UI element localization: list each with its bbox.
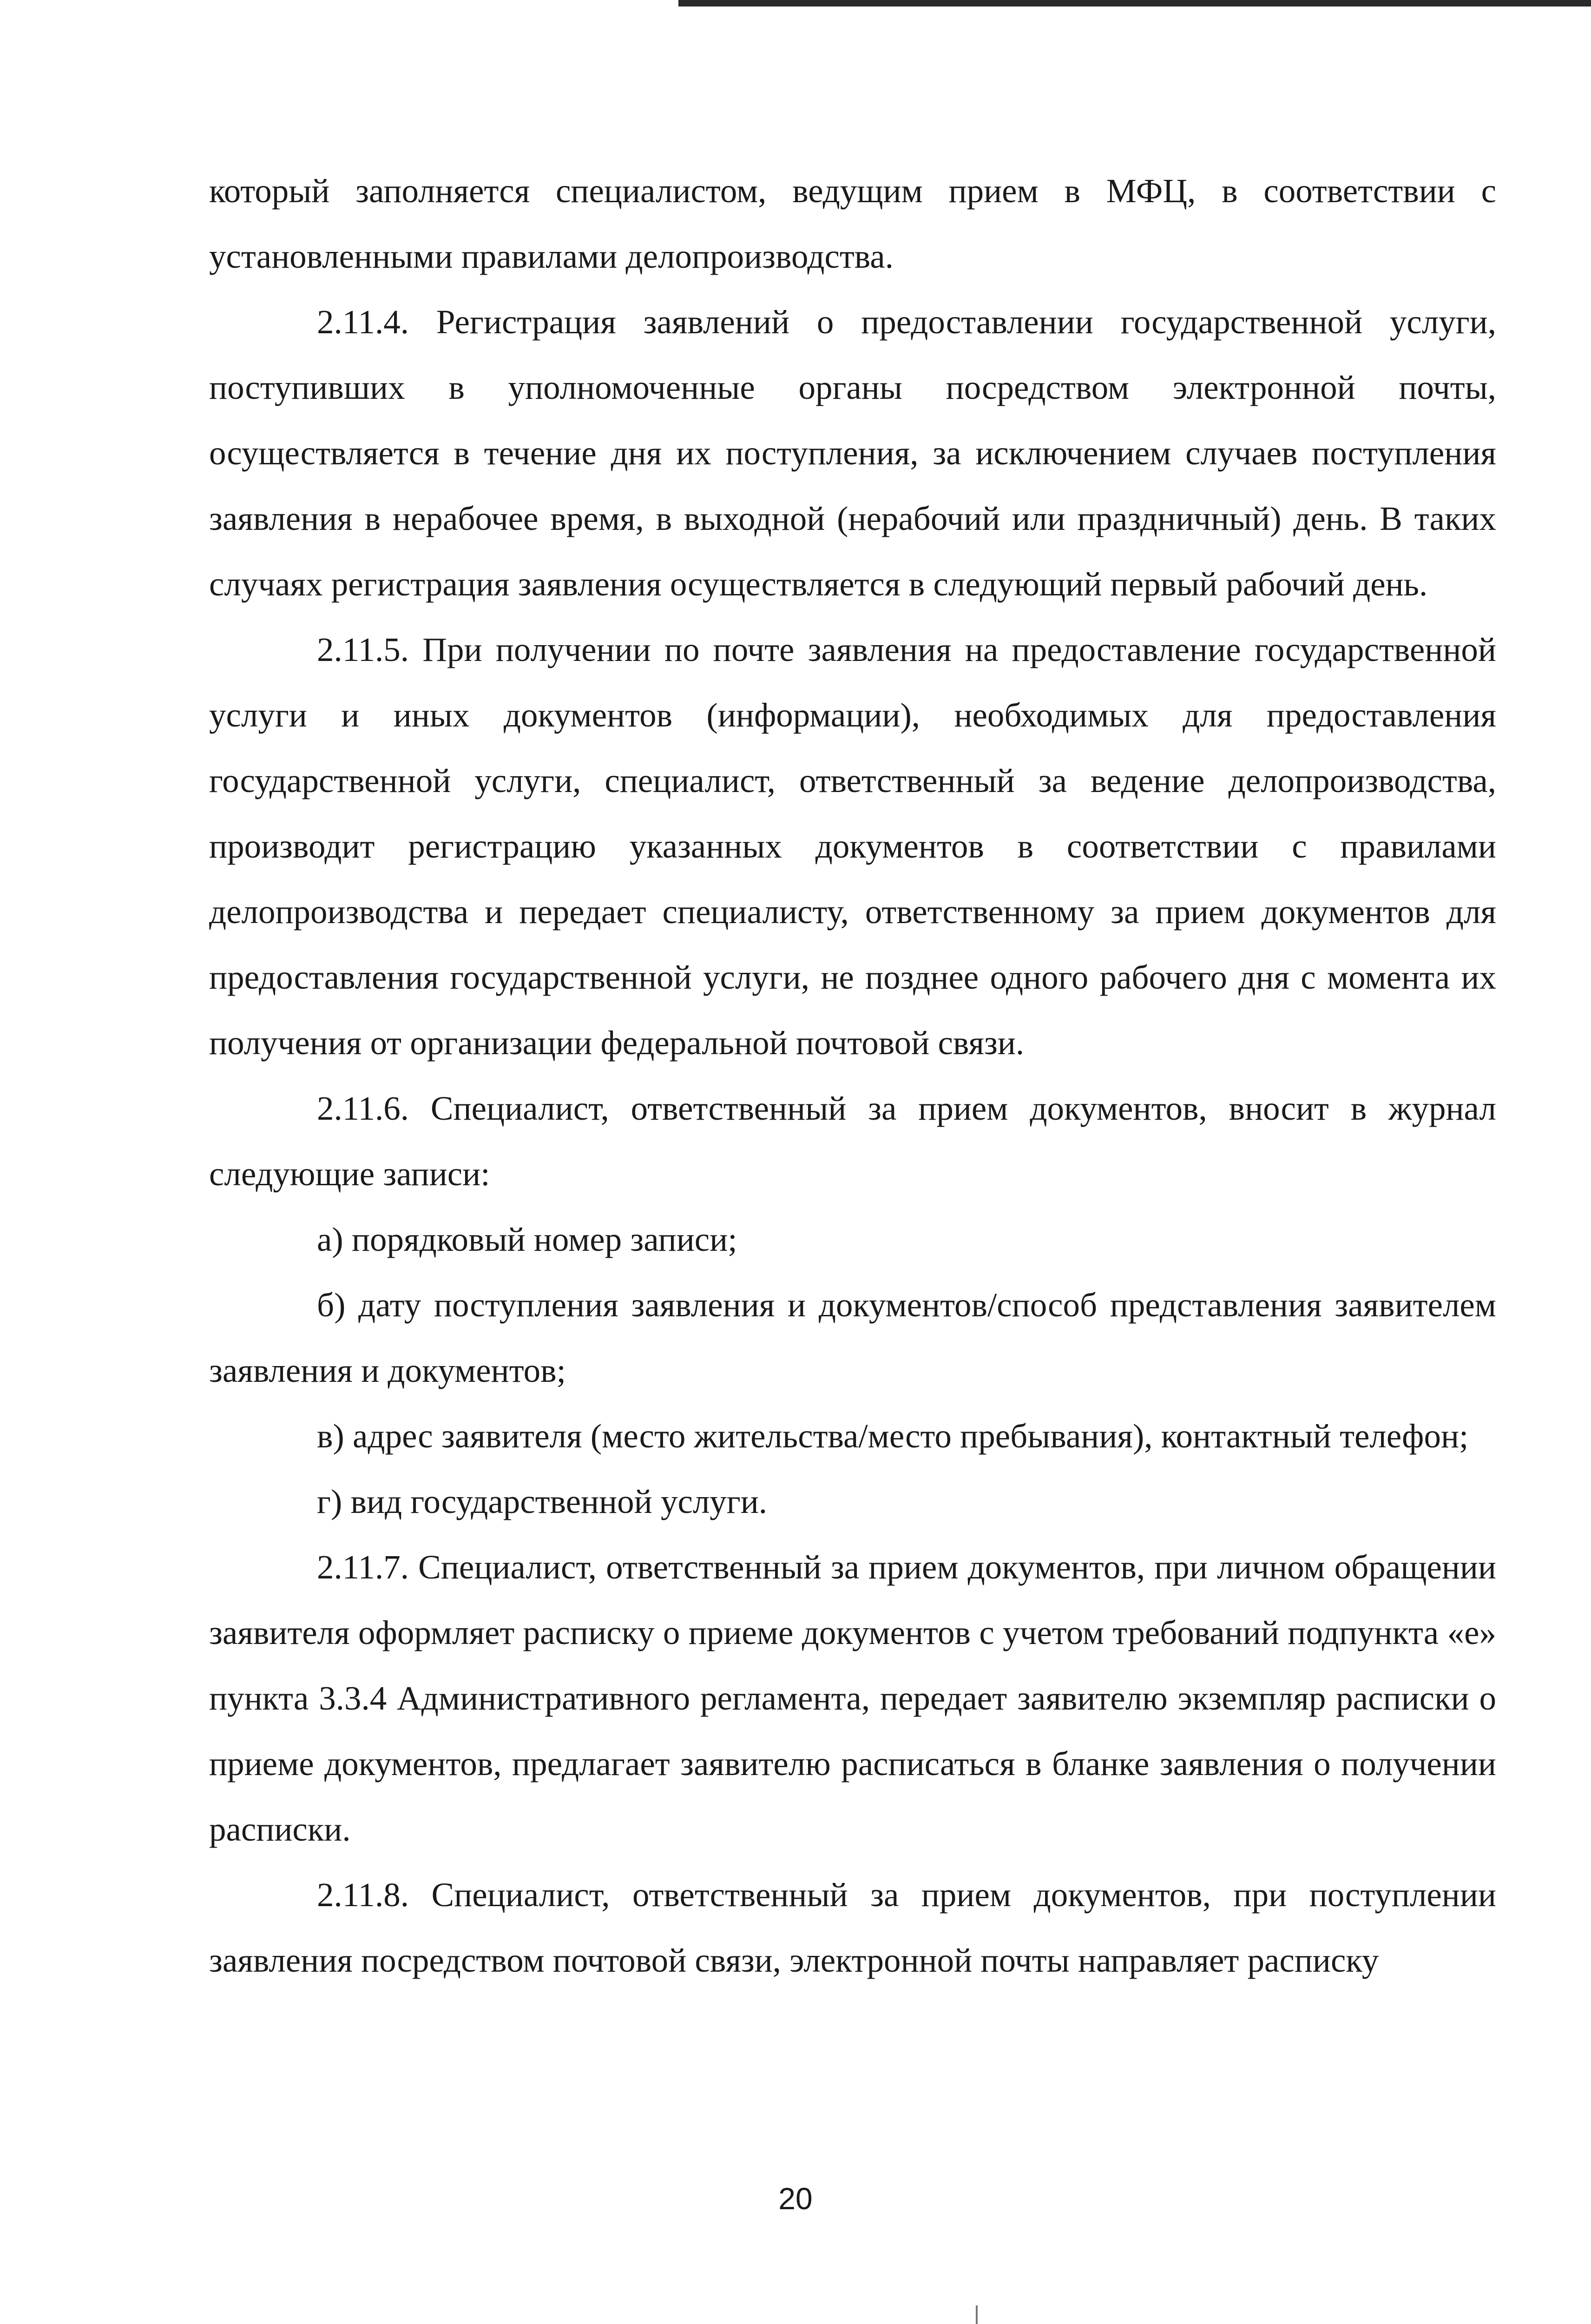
paragraph-2-11-7: 2.11.7. Специалист, ответственный за прием документов, при личном обращении заявителя оформляет расписку о приеме документов с учетом требований подпункта «е» пункта 3.3.4 Административного регламента, передает заявителю экземпляр расписки о приеме документов, предлагает заявителю расписаться в бланке заявления о получении расписки. — [209, 1548, 1496, 1848]
list-item-b: б) дату поступления заявления и документов/способ представления заявителем заявления и документов; — [209, 1286, 1496, 1389]
scan-top-edge — [678, 0, 1591, 7]
paragraph-2-11-4: 2.11.4. Регистрация заявлений о предоставлении государственной услуги, поступивших в уполномоченные органы посредством электронной почты, осуществляется в течение дня их поступления, за исключением случаев поступления заявления в нерабочее время, в выходной (нерабочий или праздничный) день. В таких случаях регистрация заявления осуществляется в следующий первый рабочий день. — [209, 303, 1496, 603]
page-number: 20 — [778, 2181, 813, 2216]
list-item-g: г) вид государственной услуги. — [317, 1483, 768, 1520]
paragraph-2-11-8: 2.11.8. Специалист, ответственный за прием документов, при поступлении заявления посредством почтовой связи, электронной почты направляет расписку — [209, 1876, 1496, 1979]
document-body — [209, 158, 1496, 1993]
scan-artifact — [976, 2305, 978, 2324]
paragraph-2-11-6: 2.11.6. Специалист, ответственный за прием документов, вносит в журнал следующие записи: — [209, 1089, 1496, 1193]
paragraph-2-11-5: 2.11.5. При получении по почте заявления на предоставление государственной услуги и иных документов (информации), необходимых для предоставления государственной услуги, специалист, ответственный за ведение делопроизводства, производит регистрацию указанных документов в соответствии с правилами делопроизводства и передает специалисту, ответственному за прием документов для предоставления государственной услуги, не позднее одного рабочего дня с момента их получения от организации федеральной почтовой связи. — [209, 631, 1496, 1062]
list-item-a: а) порядковый номер записи; — [317, 1221, 737, 1258]
paragraph-continuation: который заполняется специалистом, ведущим прием в МФЦ, в соответствии с установленными правилами делопроизводства. — [209, 172, 1496, 275]
list-item-v: в) адрес заявителя (место жительства/место пребывания), контактный телефон; — [317, 1417, 1469, 1455]
